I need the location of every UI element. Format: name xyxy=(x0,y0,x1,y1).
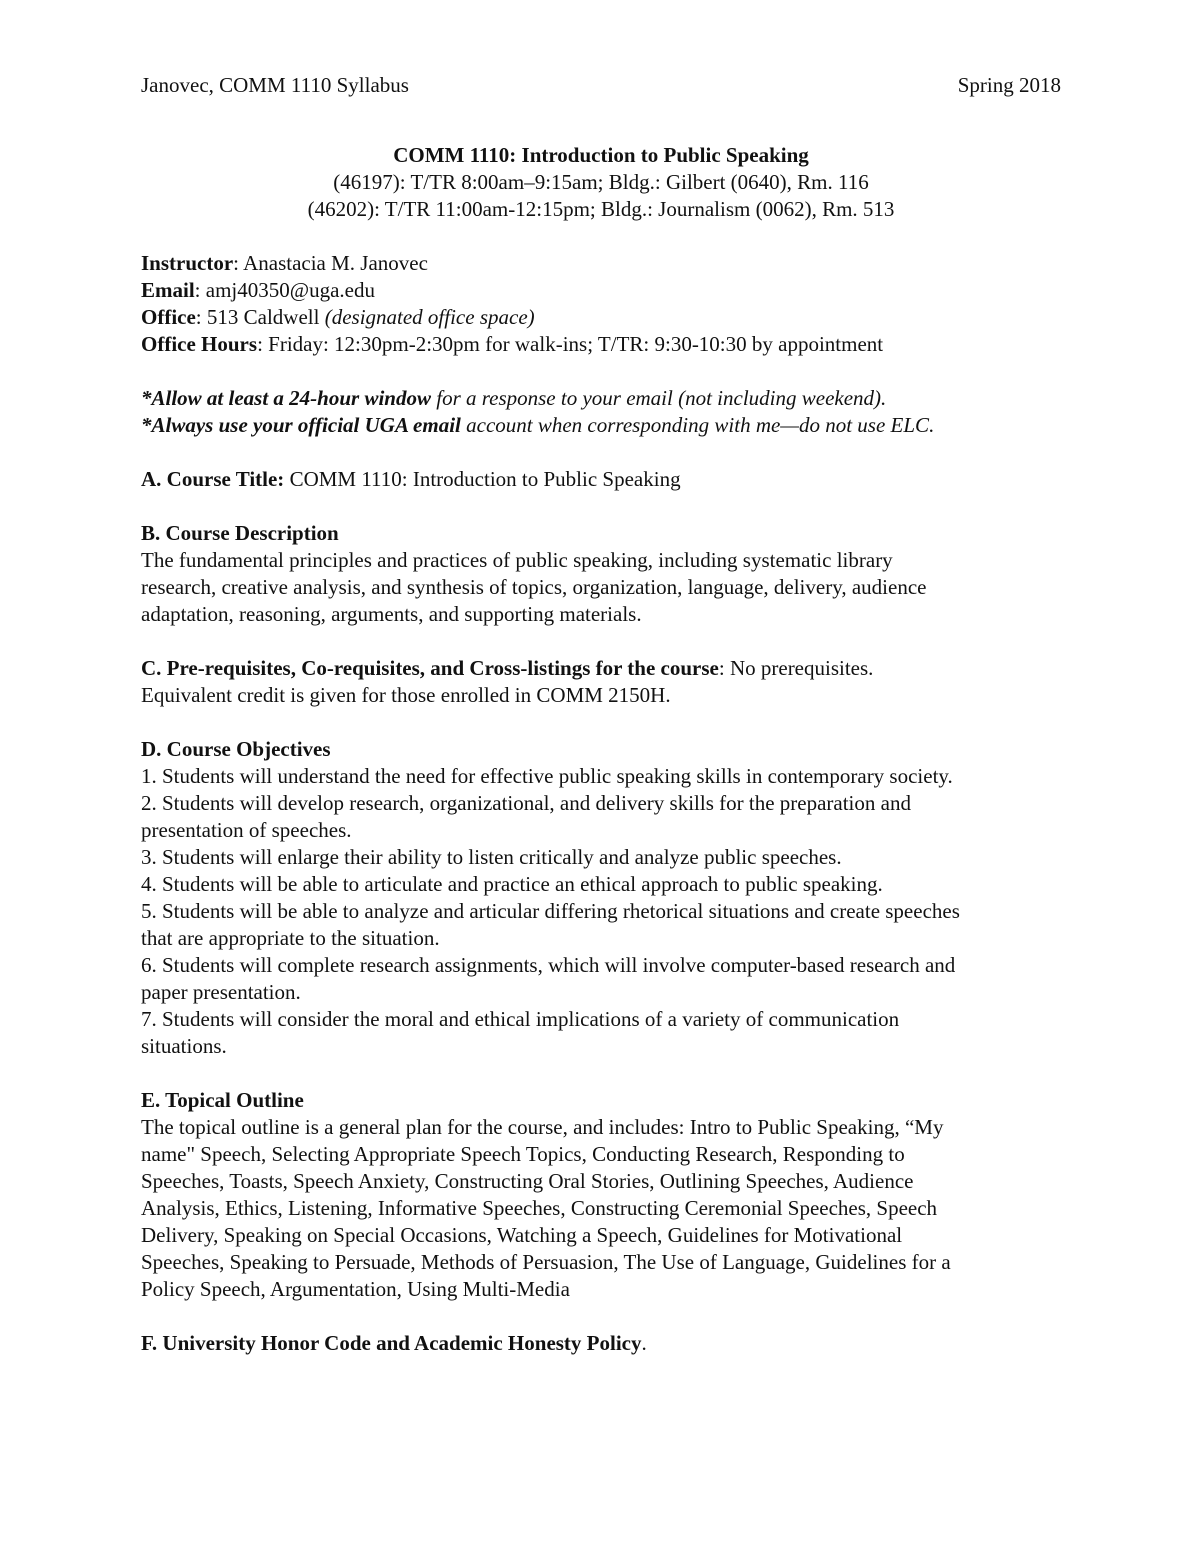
email-value: : amj40350@uga.edu xyxy=(194,278,375,302)
objective-line: 1. Students will understand the need for effective public speaking skills in contemporary society. xyxy=(141,764,953,788)
objective-line: that are appropriate to the situation. xyxy=(141,926,440,950)
email-notes xyxy=(141,385,1061,439)
email-label: Email xyxy=(141,278,195,302)
section-honor-code xyxy=(141,1330,1061,1357)
header-right: Spring 2018 xyxy=(957,73,1061,97)
objective-line: situations. xyxy=(141,1034,227,1058)
section-d-heading: D. Course Objectives xyxy=(141,737,331,761)
email-note-2-bold: *Always use your official UGA email xyxy=(141,413,461,437)
objective-line: 3. Students will enlarge their ability to listen critically and analyze public speeches. xyxy=(141,845,842,869)
instructor-value: : Anastacia M. Janovec xyxy=(233,251,428,275)
office-line xyxy=(141,304,1061,331)
description-line: The fundamental principles and practices of public speaking, including systematic library xyxy=(141,548,893,572)
section-f-trail: . xyxy=(641,1331,647,1355)
objective-line: paper presentation. xyxy=(141,980,301,1004)
email-note-2-rest: account when corresponding with me—do not use ELC. xyxy=(460,413,935,437)
section-a-heading: A. Course Title: xyxy=(141,467,285,491)
description-line: adaptation, reasoning, arguments, and supporting materials. xyxy=(141,602,642,626)
section-schedule-1: (46197): T/TR 8:00am–9:15am; Bldg.: Gilbert (0640), Rm. 116 xyxy=(333,170,869,194)
email-note-response-window xyxy=(141,385,1061,412)
office-hours-value: : Friday: 12:30pm-2:30pm for walk-ins; T/TR: 9:30-10:30 by appointment xyxy=(257,332,884,356)
outline-line: Delivery, Speaking on Special Occasions, Watching a Speech, Guidelines for Motivational xyxy=(141,1223,903,1247)
outline-line: Speeches, Speaking to Persuade, Methods of Persuasion, The Use of Language, Guidelines for a xyxy=(141,1250,951,1274)
section-schedule-2: (46202): T/TR 11:00am-12:15pm; Bldg.: Journalism (0062), Rm. 513 xyxy=(307,197,895,221)
section-topical-outline xyxy=(141,1087,1061,1303)
objective-line: presentation of speeches. xyxy=(141,818,352,842)
objective-line: 4. Students will be able to articulate and practice an ethical approach to public speaking. xyxy=(141,872,883,896)
section-a-text: COMM 1110: Introduction to Public Speaking xyxy=(284,467,681,491)
objective-line: 5. Students will be able to analyze and articular differing rhetorical situations and create speeches xyxy=(141,899,960,923)
course-title: COMM 1110: Introduction to Public Speaking xyxy=(393,143,809,167)
section-course-title xyxy=(141,466,1061,493)
section-c-heading: C. Pre-requisites, Co-requisites, and Cross-listings for the course xyxy=(141,656,719,680)
objective-line: 2. Students will develop research, organizational, and delivery skills for the preparation and xyxy=(141,791,911,815)
section-b-heading: B. Course Description xyxy=(141,521,339,545)
section-course-objectives xyxy=(141,736,1061,1060)
outline-line: Speeches, Toasts, Speech Anxiety, Constructing Oral Stories, Outlining Speeches, Audience xyxy=(141,1169,914,1193)
email-note-1-rest: for a response to your email (not including weekend). xyxy=(430,386,887,410)
objective-line: 6. Students will complete research assignments, which will involve computer-based research and xyxy=(141,953,956,977)
email-note-1-bold: *Allow at least a 24-hour window xyxy=(141,386,431,410)
email-line xyxy=(141,277,1061,304)
outline-line: Policy Speech, Argumentation, Using Multi-Media xyxy=(141,1277,570,1301)
section-f-heading: F. University Honor Code and Academic Honesty Policy xyxy=(141,1331,642,1355)
office-label: Office xyxy=(141,305,196,329)
contact-info xyxy=(141,250,1061,358)
section-c-line2: Equivalent credit is given for those enrolled in COMM 2150H. xyxy=(141,683,671,707)
running-header xyxy=(141,72,1061,99)
section-course-description xyxy=(141,520,1061,628)
section-prerequisites xyxy=(141,655,1061,709)
section-e-heading: E. Topical Outline xyxy=(141,1088,304,1112)
description-line: research, creative analysis, and synthesis of topics, organization, language, delivery, audience xyxy=(141,575,927,599)
section-c-text: : No prerequisites. xyxy=(718,656,874,680)
office-note: (designated office space) xyxy=(324,305,535,329)
email-note-official-account xyxy=(141,412,1061,439)
outline-line: name" Speech, Selecting Appropriate Speech Topics, Conducting Research, Responding to xyxy=(141,1142,905,1166)
header-left: Janovec, COMM 1110 Syllabus xyxy=(141,73,409,97)
syllabus-page xyxy=(141,72,1061,1357)
outline-line: The topical outline is a general plan for the course, and includes: Intro to Public Speaking, “My xyxy=(141,1115,944,1139)
course-title-block xyxy=(141,142,1061,223)
objective-line: 7. Students will consider the moral and ethical implications of a variety of communication xyxy=(141,1007,900,1031)
office-hours-label: Office Hours xyxy=(141,332,258,356)
instructor-line xyxy=(141,250,1061,277)
office-hours-line xyxy=(141,331,1061,358)
instructor-label: Instructor xyxy=(141,251,234,275)
office-value: : 513 Caldwell xyxy=(195,305,325,329)
outline-line: Analysis, Ethics, Listening, Informative Speeches, Constructing Ceremonial Speeches, Speech xyxy=(141,1196,938,1220)
